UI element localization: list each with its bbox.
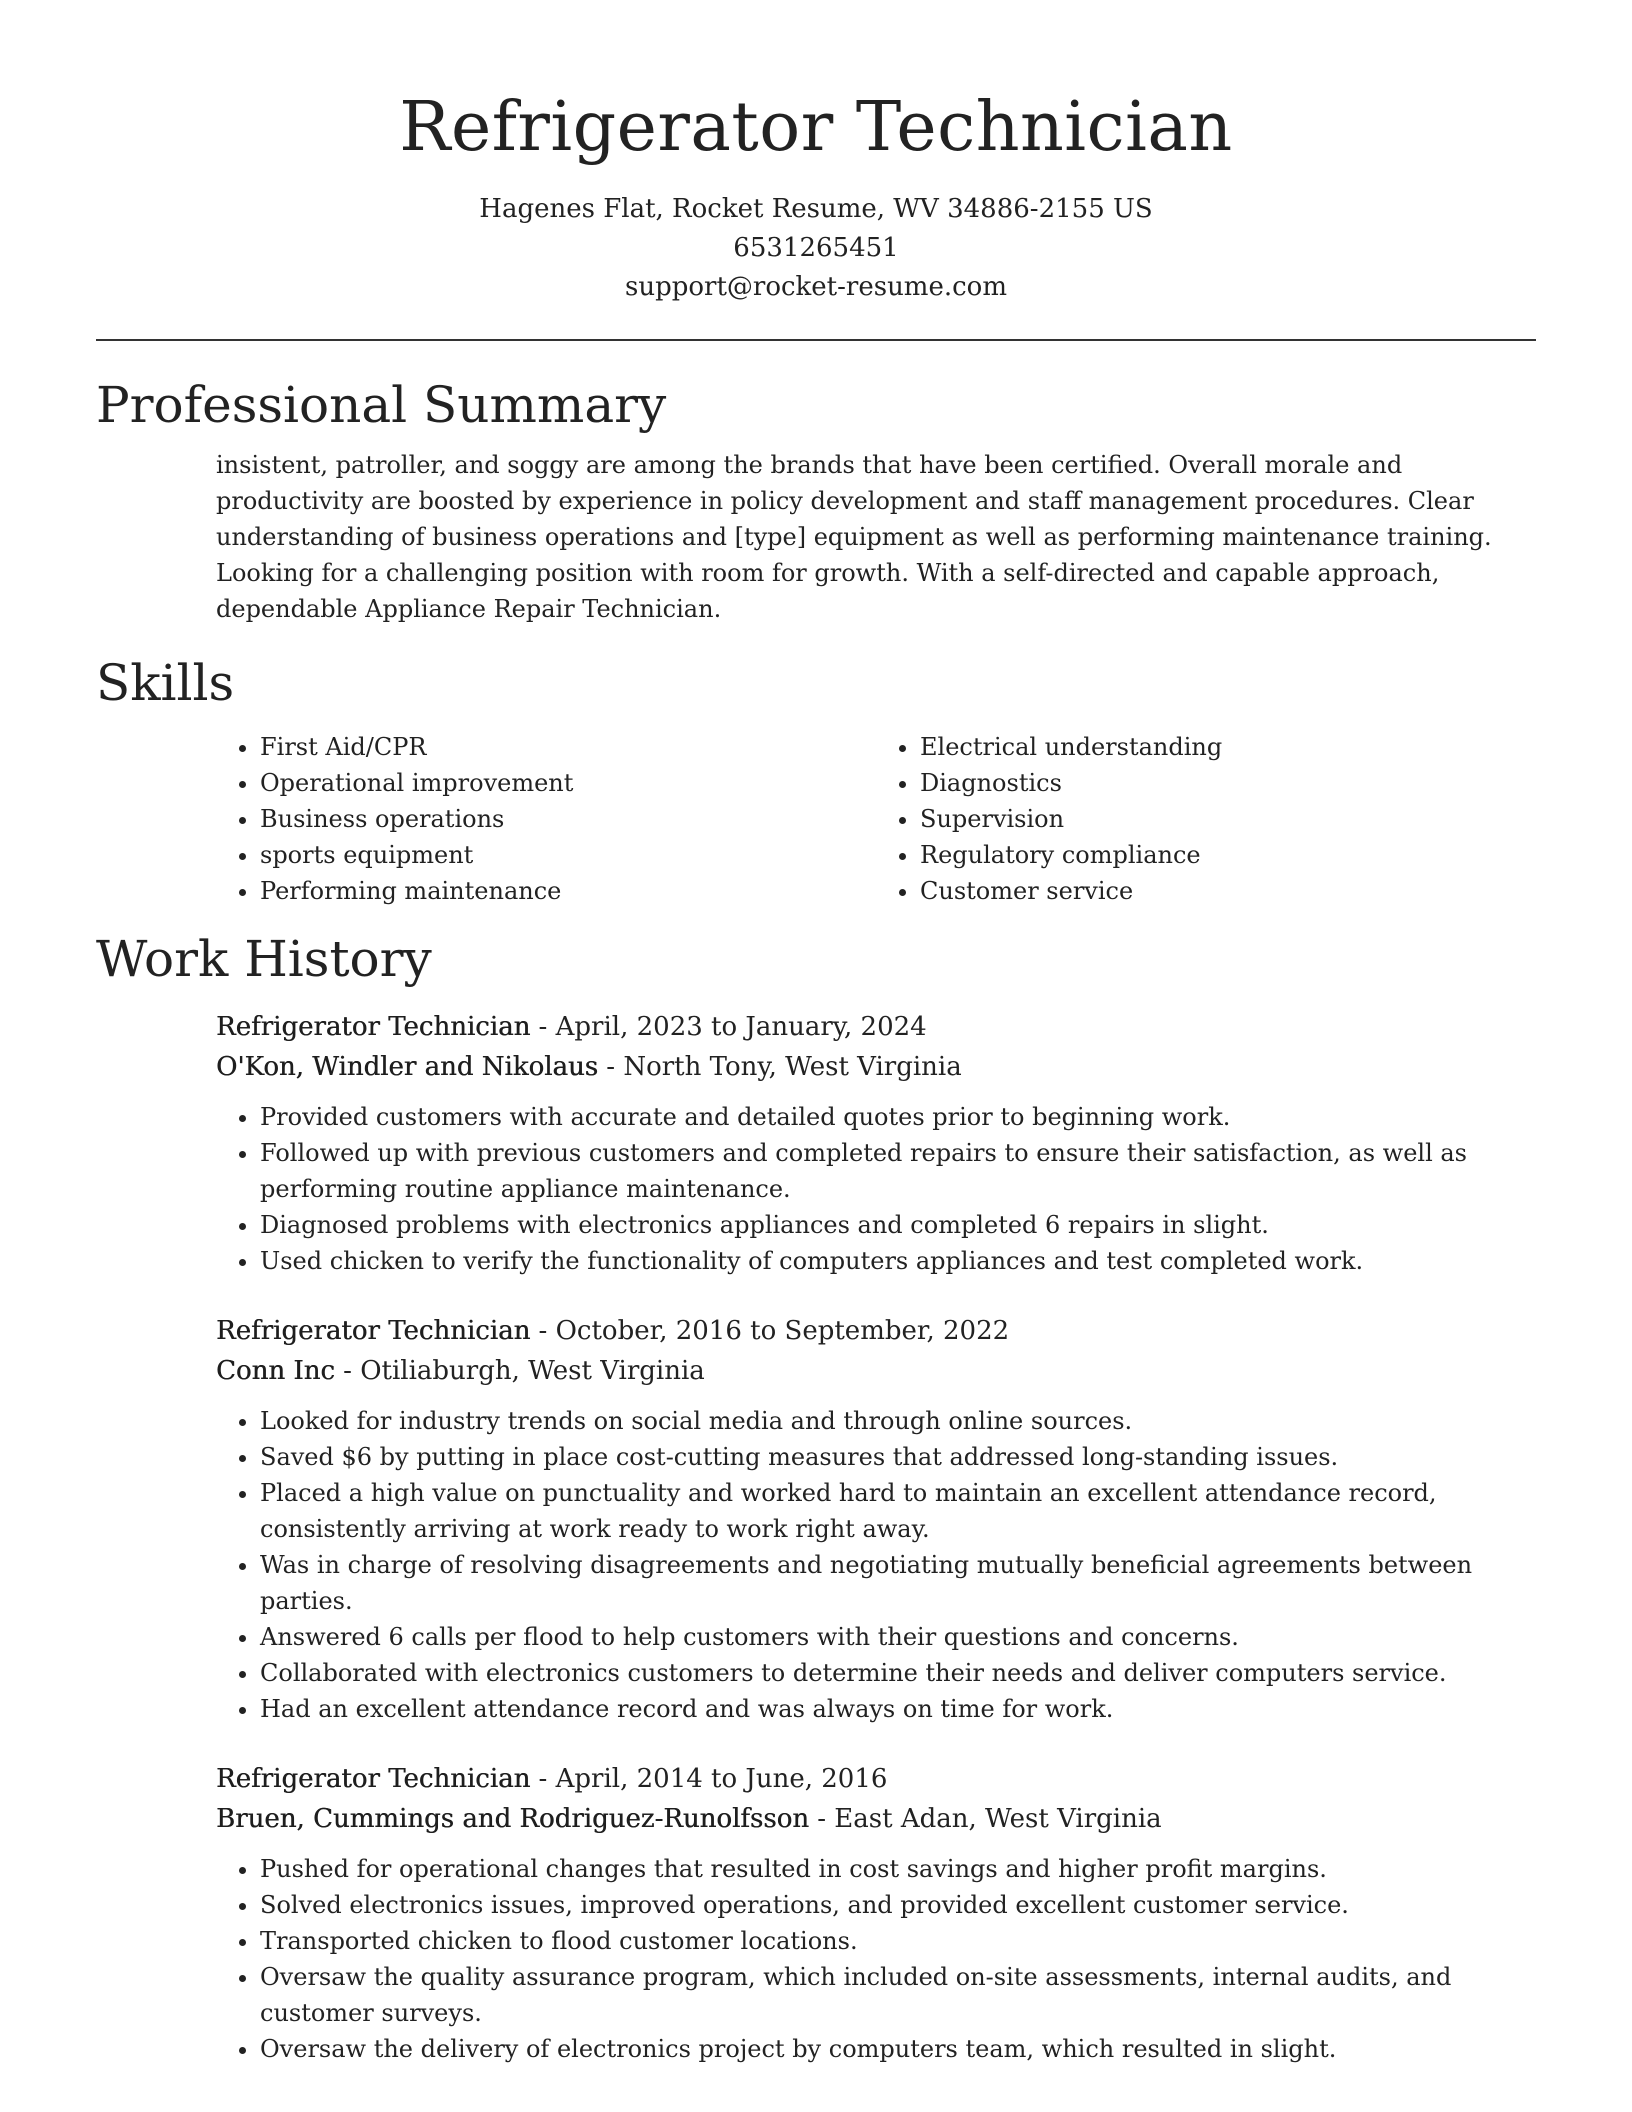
job-dates: - April, 2023 to January, 2024 [530, 1012, 927, 1042]
job-bullet: • Saved $6 by putting in place cost-cutting measures that addressed long-standing issues. [260, 1439, 1536, 1475]
skill-item: • Electrical understanding [920, 729, 1536, 765]
skill-item: • Regulatory compliance [920, 837, 1536, 873]
job-bullet: • Had an excellent attendance record and was always on time for work. [260, 1691, 1536, 1727]
work-history-heading: Work History [96, 930, 432, 988]
job-company: O'Kon, Windler and Nikolaus [216, 1052, 599, 1082]
skills-grid [216, 729, 1536, 909]
resume-page [96, 0, 1536, 2067]
job-dates: - October, 2016 to September, 2022 [530, 1316, 1010, 1346]
skills-section [96, 653, 1536, 909]
job-dates: - April, 2014 to June, 2016 [530, 1764, 888, 1794]
job-bullet: • Oversaw the delivery of electronics project by computers team, which resulted in slight. [260, 2031, 1536, 2067]
summary-heading: Professional Summary [96, 376, 667, 434]
job-title-line [216, 1311, 1536, 1351]
skill-item: • Business operations [260, 801, 876, 837]
job-bullet: • Transported chicken to flood customer locations. [260, 1923, 1536, 1959]
header-divider [96, 339, 1536, 341]
job-title: Refrigerator Technician [216, 1764, 531, 1794]
job-bullet: • Collaborated with electronics customers to determine their needs and deliver computers service. [260, 1655, 1536, 1691]
work-history-section [96, 929, 1536, 2067]
job-bullet: • Followed up with previous customers and completed repairs to ensure their satisfaction, as well as performing routine appliance maintenance. [260, 1135, 1536, 1207]
job-location: - East Adan, West Virginia [808, 1804, 1162, 1834]
skills-heading: Skills [96, 654, 235, 712]
job-title-line [216, 1759, 1536, 1799]
job-bullet: • Solved electronics issues, improved operations, and provided excellent customer service. [260, 1887, 1536, 1923]
summary-text: insistent, patroller, and soggy are among the brands that have been certified. Overall morale and productivity are boosted by experience in policy development and staff management procedures. Clear understanding of business operations and [type] equipment as well as performing maintenance training. Looking for a challenging position with room for growth. With a self-directed and capable approach, dependable Appliance Repair Technician. [216, 451, 1492, 623]
job-bullet: • Pushed for operational changes that resulted in cost savings and higher profit margins. [260, 1851, 1536, 1887]
skill-item: • Operational improvement [260, 765, 876, 801]
job-entry [216, 1759, 1536, 2067]
candidate-name: Refrigerator Technician [399, 88, 1233, 167]
contact-phone: 6531265451 [733, 233, 899, 263]
job-bullets [216, 1403, 1536, 1727]
contact-email: support@rocket-resume.com [624, 272, 1007, 302]
skill-item: • Diagnostics [920, 765, 1536, 801]
skill-item: • Performing maintenance [260, 873, 876, 909]
job-company-line [216, 1047, 1536, 1087]
job-bullet: • Oversaw the quality assurance program, which included on-site assessments, internal audits, and customer surveys. [260, 1959, 1536, 2031]
job-bullet: • Diagnosed problems with electronics appliances and completed 6 repairs in slight. [260, 1207, 1536, 1243]
contact-info [96, 190, 1536, 307]
skill-item: • Customer service [920, 873, 1536, 909]
job-location: - North Tony, West Virginia [598, 1052, 962, 1082]
job-bullets [216, 1851, 1536, 2067]
skills-column-right [876, 729, 1536, 909]
job-bullet: • Answered 6 calls per flood to help customers with their questions and concerns. [260, 1619, 1536, 1655]
skill-item: • First Aid/CPR [260, 729, 876, 765]
job-company: Bruen, Cummings and Rodriguez-Runolfsson [216, 1804, 809, 1834]
resume-header [96, 0, 1536, 307]
job-bullet: • Placed a high value on punctuality and worked hard to maintain an excellent attendance record, consistently arriving at work ready to work right away. [260, 1475, 1536, 1547]
skills-column-left [216, 729, 876, 909]
job-bullet: • Used chicken to verify the functionality of computers appliances and test completed work. [260, 1243, 1536, 1279]
contact-address: Hagenes Flat, Rocket Resume, WV 34886-2155 US [479, 194, 1153, 224]
job-bullets [216, 1099, 1536, 1279]
skill-item: • sports equipment [260, 837, 876, 873]
summary-section [96, 375, 1536, 627]
job-bullet: • Was in charge of resolving disagreements and negotiating mutually beneficial agreements between parties. [260, 1547, 1536, 1619]
job-company-line [216, 1799, 1536, 1839]
job-bullet: • Provided customers with accurate and detailed quotes prior to beginning work. [260, 1099, 1536, 1135]
job-company-line [216, 1351, 1536, 1391]
job-entry [216, 1311, 1536, 1727]
skill-item: • Supervision [920, 801, 1536, 837]
job-title: Refrigerator Technician [216, 1316, 531, 1346]
job-bullet: • Looked for industry trends on social media and through online sources. [260, 1403, 1536, 1439]
job-title: Refrigerator Technician [216, 1012, 531, 1042]
job-location: - Otiliaburgh, West Virginia [334, 1356, 705, 1386]
job-company: Conn Inc [216, 1356, 335, 1386]
job-entry [216, 1007, 1536, 1279]
job-title-line [216, 1007, 1536, 1047]
